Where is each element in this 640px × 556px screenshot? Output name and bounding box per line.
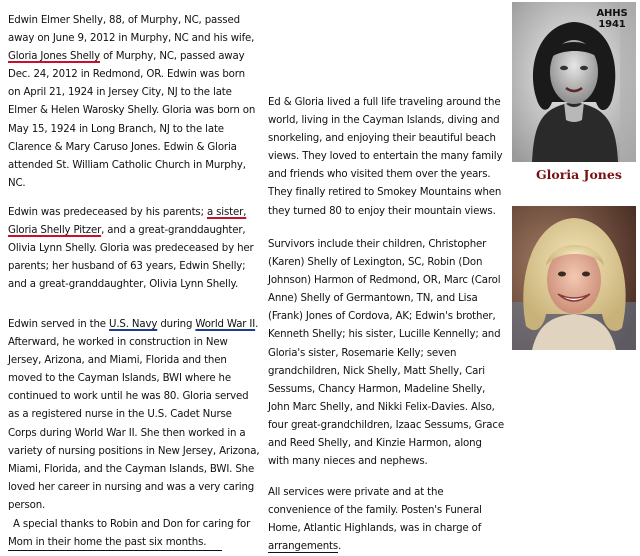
thanks-underline bbox=[8, 550, 222, 551]
portrait-photo-elderly-icon bbox=[512, 206, 636, 350]
obituary-intro-paragraph bbox=[8, 12, 260, 193]
survivors-text: Survivors include their children, Christopher (Karen) Shelly of Lexington, SC, Robin (Don Johnson) Harmon of Redmond, OR, Marc (Carol Anne) Shelly of Germantown, TN, and Lisa (Frank) Jones of Cordova, AK; Edwin's brother, Kenneth Shelly; his sister, Lucille Kennelly; and Gloria's sister, Rosemarie Kelly; seven grandchildren, Nick Shelly, Matt Shelly, Cari Sessums, Chancy Harmon, Madeline Shelly, John Marc Shelly, and Nikki Felix-Davies. Also, four great-grandchildren, Izaac Sessums, Grace and Reed Shelly, and Kinzie Harmon, along with many nieces and nephews. bbox=[268, 239, 504, 468]
predeceased-text-a: Edwin was predeceased by his parents; bbox=[8, 207, 207, 218]
stamp-line-1: AHHS bbox=[596, 8, 628, 19]
predeceased-paragraph bbox=[8, 204, 260, 294]
later-portrait-photo bbox=[512, 206, 636, 350]
career-text-c: . Afterward, he worked in construction in New Jersey, Arizona, and Miami, Florida and then moved to the Cayman Islands, BWI where he continued to work until he was 80. Gloria served as a registered nurse in the U.S. Cadet Nurse Corps during World War II. She then worked in a variety of nursing positions in New Jersey, Arizona, Miami, Florida, and the Cayman Islands, BWI. She loved her career in nursing and was a very caring person. bbox=[8, 319, 260, 511]
stamp-line-2: 1941 bbox=[598, 19, 626, 30]
us-navy-link[interactable]: U.S. Navy bbox=[109, 319, 158, 330]
sister-name-highlight: a sister, Gloria Shelly Pitzer bbox=[8, 207, 247, 237]
intro-text: Edwin Elmer Shelly, 88, of Murphy, NC, passed away on June 9, 2012 in Murphy, NC and his wife, bbox=[8, 15, 255, 45]
life-text: Ed & Gloria lived a full life traveling around the world, living in the Cayman Islands, diving and snorkeling, and enjoying their beautiful beach views. They loved to entertain the many family and friends who visited them over the years. They finally retired to Smokey Mountains when they turned 80 to enjoy their mountain views. bbox=[268, 97, 503, 217]
career-paragraph bbox=[8, 316, 260, 515]
predeceased-text-b: , and a great-granddaughter, Olivia Lynn Shelly. Gloria was predeceased by her parents; her husband of 63 years, Edwin Shelly; and a great-granddaughter, Olivia Lynn Shelly. bbox=[8, 225, 254, 291]
yearbook-stamp bbox=[592, 8, 632, 30]
services-text: All services were private and at the convenience of the family. Posten's Funeral Home, Atlantic Highlands, was in charge of arrangements. bbox=[268, 487, 482, 553]
photo-caption: Gloria Jones bbox=[536, 167, 622, 182]
life-paragraph bbox=[268, 94, 504, 221]
thanks-text: A special thanks to Robin and Don for caring for Mom in their home the past six months. bbox=[8, 519, 251, 549]
gloria-name-highlight: Gloria Jones Shelly bbox=[8, 51, 100, 63]
world-war-ii-link[interactable]: World War II bbox=[195, 319, 256, 330]
survivors-paragraph bbox=[268, 236, 504, 471]
yearbook-portrait-photo bbox=[512, 2, 636, 162]
services-underline bbox=[268, 552, 338, 553]
intro-text-rest: of Murphy, NC, passed away Dec. 24, 2012 in Redmond, OR. Edwin was born on April 21, 1924 in Jersey City, NJ to the late Elmer & Helen Warosky Shelly. Gloria was born on May 15, 1924 in Long Branch, NJ to the late Clarence & Mary Caruso Jones. Edwin & Gloria attended St. William Catholic Church in Murphy, NC. bbox=[8, 51, 256, 189]
thanks-paragraph bbox=[8, 516, 254, 552]
career-text-a: Edwin served in the bbox=[8, 319, 110, 330]
services-paragraph bbox=[268, 484, 504, 556]
career-text-b: during bbox=[157, 319, 196, 330]
